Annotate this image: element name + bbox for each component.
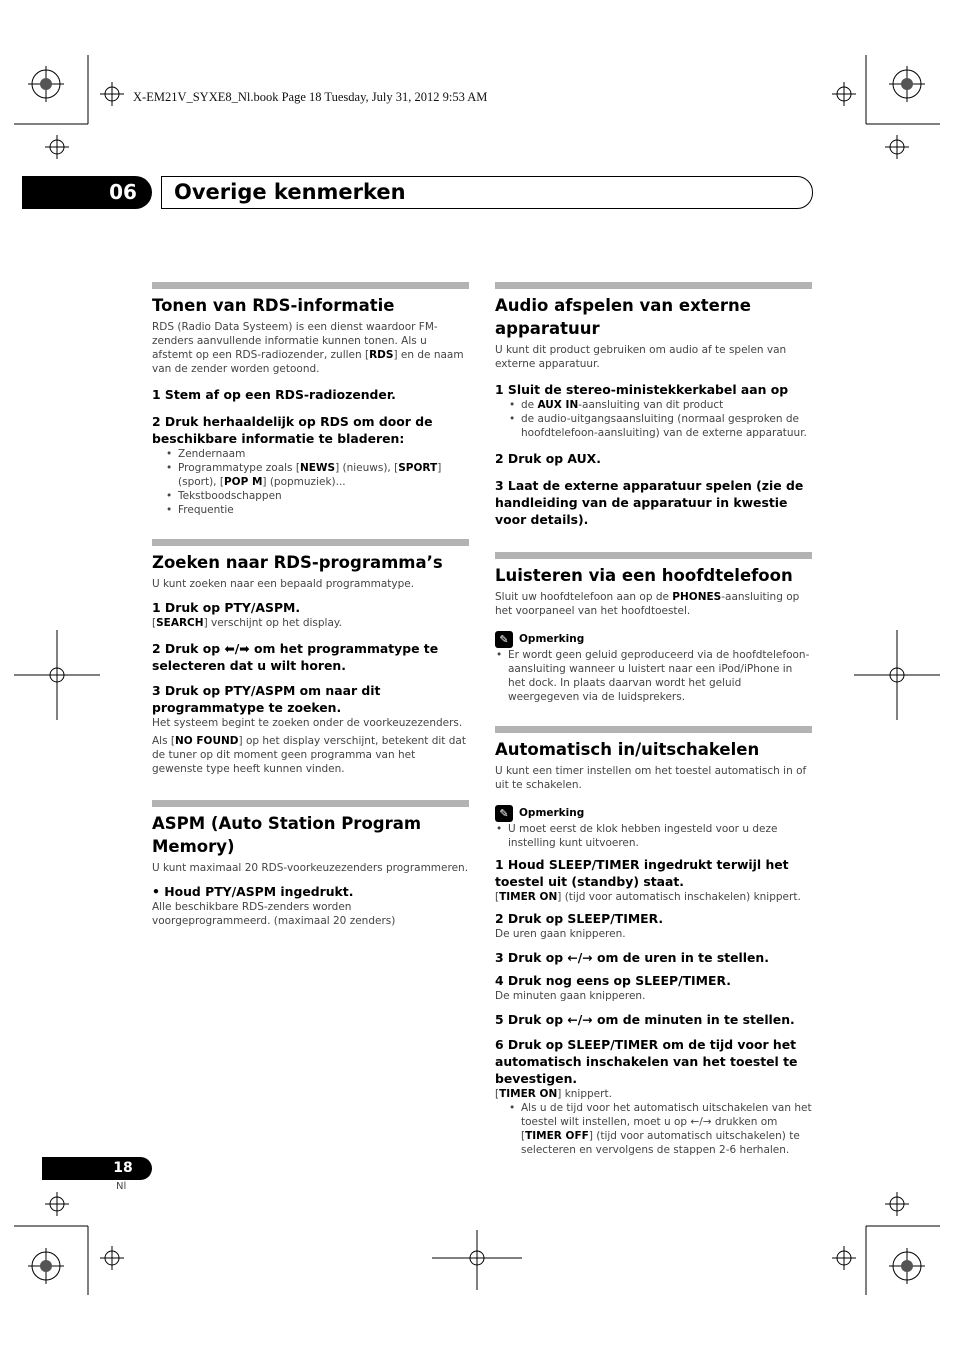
print-header-line: X-EM21V_SYXE8_Nl.book Page 18 Tuesday, July 31, 2012 9:53 AM (133, 90, 488, 104)
step-2: 2 Druk op SLEEP/TIMER. (495, 911, 664, 926)
section-rds-info (152, 282, 469, 517)
list-item: • Programmatype zoals [NEWS] (nieuws), [SPORT] (sport), [POP M] (popmuziek)... (178, 461, 469, 489)
step-note: De minuten gaan knipperen. (495, 990, 646, 1002)
section-divider (152, 800, 469, 807)
section-title: Automatisch in/uitschakelen (495, 740, 760, 759)
section-title: Zoeken naar RDS-programma’s (152, 553, 443, 572)
step-4: 4 Druk nog eens op SLEEP/TIMER. (495, 973, 731, 988)
section-divider (152, 282, 469, 289)
left-column (152, 282, 469, 928)
step-3: 3 Druk op PTY/ASPM om naar dit programmatype te zoeken. (152, 683, 381, 715)
step-2: 2 Druk herhaaldelijk op RDS om door de beschikbare informatie te bladeren: (152, 414, 433, 446)
bullet-list (495, 1101, 812, 1157)
note-list (495, 648, 812, 704)
step-note: Alle beschikbare RDS-zenders worden voorgeprogrammeerd. (maximaal 20 zenders) (152, 901, 396, 927)
page-language: Nl (116, 1181, 127, 1192)
section-intro: U kunt zoeken naar een bepaald programmatype. (152, 578, 415, 590)
pencil-note-icon: ✎ (495, 631, 513, 648)
step-1: 1 Houd SLEEP/TIMER ingedrukt terwijl het toestel uit (standby) staat. (495, 857, 789, 889)
section-title: Audio afspelen van externe apparatuur (495, 296, 751, 338)
step-note: Als [NO FOUND] op het display verschijnt, betekent dit dat de tuner op dit moment geen programma van het gewenste type heeft kunnen vinden. (152, 735, 466, 775)
section-title: Luisteren via een hoofdtelefoon (495, 566, 793, 585)
list-item: • Als u de tijd voor het automatisch uitschakelen van het toestel wilt instellen, moet u op ←/→ drukken om [TIMER OFF] (tijd voor automatisch uitschakelen) te selecteren en vervolgens de stappen 2-6 herhalen. (521, 1101, 812, 1157)
page-number: 18 (113, 1160, 133, 1176)
pencil-note-icon: ✎ (495, 805, 513, 822)
section-title: Tonen van RDS-informatie (152, 296, 395, 315)
right-column (495, 282, 812, 1157)
note-item: • U moet eerst de klok hebben ingesteld voor u deze instelling kunt uitvoeren. (508, 822, 812, 850)
step-note: De uren gaan knipperen. (495, 928, 626, 940)
list-item: • Frequentie (178, 503, 469, 517)
section-divider (495, 726, 812, 733)
section-external-audio (495, 282, 812, 528)
list-item: • Tekstboodschappen (178, 489, 469, 503)
chapter-title: Overige kenmerken (174, 180, 406, 204)
chapter-number: 06 (109, 180, 137, 204)
section-intro: Sluit uw hoofdtelefoon aan op de PHONES-aansluiting op het voorpaneel van het hoofdtoestel. (495, 591, 800, 617)
section-intro: U kunt dit product gebruiken om audio af te spelen van externe apparatuur. (495, 344, 787, 370)
step-2: 2 Druk op AUX. (495, 451, 601, 466)
step-6: 6 Druk op SLEEP/TIMER om de tijd voor het automatisch inschakelen van het toestel te bevestigen. (495, 1037, 798, 1086)
step-note: [TIMER ON] (tijd voor automatisch inschakelen) knippert. (495, 891, 801, 903)
step-2: 2 Druk op ⬅/➡ om het programmatype te selecteren dat u wilt horen. (152, 641, 439, 673)
list-item: • Zendernaam (178, 447, 469, 461)
step-1: 1 Druk op PTY/ASPM. (152, 600, 301, 615)
step-note: Het systeem begint te zoeken onder de voorkeuzezenders. (152, 717, 463, 729)
section-rds-search (152, 539, 469, 776)
list-item: • de AUX IN-aansluiting van dit product (521, 398, 812, 412)
step-note: [SEARCH] verschijnt op het display. (152, 617, 342, 629)
note-heading: ✎ Opmerking (495, 804, 812, 822)
step-3: 3 Druk op ←/→ om de uren in te stellen. (495, 950, 769, 965)
step-bullet: • Houd PTY/ASPM ingedrukt. (152, 884, 354, 899)
bullet-list (495, 398, 812, 440)
section-intro: RDS (Radio Data Systeem) is een dienst waardoor FM-zenders aanvullende informatie kunnen tonen. Als u afstemt op een RDS-radiozender, zullen [RDS] en de naam van de zender worden getoond. (152, 321, 464, 375)
step-3: 3 Laat de externe apparatuur spelen (zie de handleiding van de apparatuur in kwestie voor details). (495, 478, 804, 527)
section-divider (495, 282, 812, 289)
note-item: • Er wordt geen geluid geproduceerd via de hoofdtelefoon-aansluiting wanneer u luistert naar een iPod/iPhone in het dock. In plaats daarvan wordt het geluid weergegeven via de luidsprekers. (508, 648, 812, 704)
section-intro: U kunt een timer instellen om het toestel automatisch in of uit te schakelen. (495, 765, 807, 791)
step-5: 5 Druk op ←/→ om de minuten in te stellen. (495, 1012, 795, 1027)
note-heading: ✎ Opmerking (495, 630, 812, 648)
step-note: [TIMER ON] knippert. (495, 1088, 612, 1100)
section-divider (495, 552, 812, 559)
list-item: • de audio-uitgangsaansluiting (normaal gesproken de hoofdtelefoon-aansluiting) van de externe apparatuur. (521, 412, 812, 440)
section-headphones (495, 552, 812, 704)
note-list (495, 822, 812, 850)
step-1: 1 Sluit de stereo-ministekkerkabel aan op (495, 382, 789, 397)
section-title: ASPM (Auto Station Program Memory) (152, 814, 422, 856)
step-1: 1 Stem af op een RDS-radiozender. (152, 387, 396, 402)
section-auto-timer (495, 726, 812, 1157)
section-intro: U kunt maximaal 20 RDS-voorkeuzezenders programmeren. (152, 862, 469, 874)
bullet-list (152, 447, 469, 517)
section-divider (152, 539, 469, 546)
section-aspm (152, 800, 469, 928)
